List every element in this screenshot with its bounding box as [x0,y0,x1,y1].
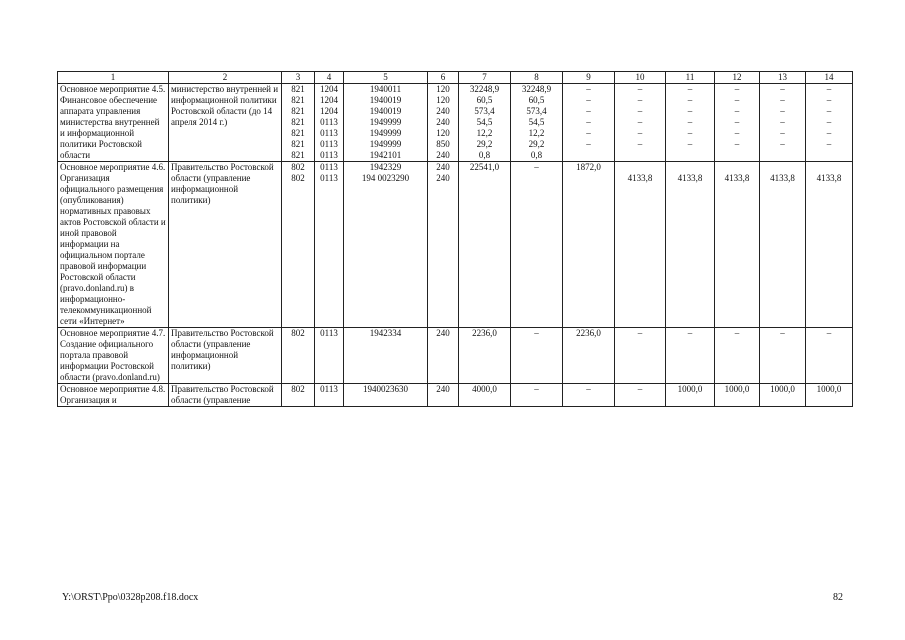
column-header-3: 3 [282,72,315,84]
cell-value: – [687,128,693,138]
value-cell-col-13 [760,84,806,162]
cell-value: 12,2 [476,128,493,138]
cell-value [565,150,612,161]
value-cell-col-5 [344,162,428,328]
value-cell-col-12 [715,328,760,384]
budget-table [57,71,853,407]
cell-value: 194 0023290 [361,173,410,183]
cell-value: 1000,0 [677,384,703,394]
cell-value: 4133,8 [770,173,795,183]
cell-value: – [734,328,740,338]
value-cell-col-6 [428,162,459,328]
cell-value: 850 [436,139,450,149]
value-cell-col-9 [563,162,615,328]
cell-value: 802 [291,384,305,394]
measure-name-cell: Основное мероприятие 4.6. Организация официального размещения (опубликования) нормативных правовых актов Ростовской области и иной правовой информации на официальном портале правовой информации Ростовской области (pravo.donland.ru) в информационно-телекоммуникационной сети «Интернет» [58,162,169,328]
value-cell-col-8 [511,384,563,407]
cell-value: 0113 [320,384,338,394]
cell-value: 1942329 [369,162,402,172]
cell-value: 12,2 [528,128,545,138]
cell-value: 29,2 [528,139,545,149]
cell-value: 1204 [320,95,338,105]
measure-name-cell: Основное мероприятие 4.7. Создание официального портала правовой информации Ростовской области (pravo.donland.ru) [58,328,169,384]
column-header-13: 13 [760,72,806,84]
cell-value: 573,4 [474,106,495,116]
cell-value: 0,8 [478,150,491,160]
cell-value: 1940019 [369,106,402,116]
table-row [58,384,853,407]
cell-value: – [637,106,643,116]
cell-value: 0113 [320,128,338,138]
cell-value: – [780,117,785,127]
value-cell-col-11 [666,384,715,407]
value-cell-col-4 [315,84,344,162]
cell-value: – [687,106,693,116]
cell-value [717,162,757,173]
cell-value: 4133,8 [724,173,750,183]
cell-value: 1940019 [369,95,402,105]
footer-page-number: 82 [833,592,843,603]
cell-value: – [734,84,740,94]
cell-value [808,162,850,173]
executor-cell: Правительство Ростовской области (управление информационной политики) [169,328,282,384]
cell-value: – [534,162,539,172]
cell-value: 120 [436,128,450,138]
cell-value: – [734,128,740,138]
table-header-row [58,72,853,84]
cell-value: 1000,0 [816,384,842,394]
column-header-1: 1 [58,72,169,84]
cell-value: 821 [291,128,305,138]
cell-value: 54,5 [476,117,493,127]
measure-name-cell: Основное мероприятие 4.8. Организация и [58,384,169,407]
column-header-2: 2 [169,72,282,84]
cell-value: 1000,0 [724,384,750,394]
cell-value: – [637,117,643,127]
value-cell-col-13 [760,328,806,384]
cell-value: 240 [436,150,450,160]
cell-value: 1872,0 [576,162,601,172]
cell-value: – [734,106,740,116]
cell-value: 0,8 [530,150,543,160]
cell-value: 32248,9 [521,84,552,94]
cell-value: – [734,139,740,149]
cell-value [513,173,560,184]
cell-value [565,173,612,184]
cell-value: 4133,8 [627,173,653,183]
column-header-12: 12 [715,72,760,84]
cell-value: – [780,328,785,338]
cell-value: – [637,128,643,138]
cell-value [617,162,663,173]
column-header-11: 11 [666,72,715,84]
cell-value: – [687,139,693,149]
column-header-8: 8 [511,72,563,84]
cell-value: 240 [436,173,450,183]
column-header-6: 6 [428,72,459,84]
cell-value: – [687,95,693,105]
value-cell-col-6 [428,384,459,407]
cell-value: 802 [291,162,305,172]
value-cell-col-13 [760,162,806,328]
cell-value: – [687,117,693,127]
cell-value: – [826,128,832,138]
cell-value: – [586,84,591,94]
cell-value: 2236,0 [472,328,497,338]
cell-value: 0113 [320,328,338,338]
value-cell-col-11 [666,162,715,328]
column-header-10: 10 [615,72,666,84]
cell-value: – [826,117,832,127]
value-cell-col-12 [715,162,760,328]
value-cell-col-5 [344,84,428,162]
cell-value: – [687,84,693,94]
cell-value: – [780,106,785,116]
cell-value: – [586,384,591,394]
cell-value: 1949999 [369,139,402,149]
value-cell-col-11 [666,84,715,162]
cell-value: 573,4 [526,106,547,116]
value-cell-col-7 [459,162,511,328]
cell-value: 4000,0 [472,384,497,394]
value-cell-col-14 [806,162,853,328]
cell-value [617,150,663,161]
executor-cell: Правительство Ростовской области (управление информационной политики) [169,162,282,328]
cell-value: 1949999 [369,128,402,138]
cell-value: 120 [436,84,450,94]
cell-value: – [826,95,832,105]
value-cell-col-6 [428,328,459,384]
column-header-14: 14 [806,72,853,84]
value-cell-col-12 [715,84,760,162]
value-cell-col-3 [282,384,315,407]
cell-value: 1000,0 [770,384,795,394]
column-header-9: 9 [563,72,615,84]
cell-value: 60,5 [476,95,493,105]
cell-value: 1942101 [369,150,402,160]
cell-value: – [780,128,785,138]
value-cell-col-10 [615,162,666,328]
cell-value [808,150,850,161]
value-cell-col-7 [459,328,511,384]
cell-value: 0113 [320,117,338,127]
cell-value: 821 [291,84,305,94]
cell-value: 29,2 [476,139,493,149]
cell-value: – [637,139,643,149]
value-cell-col-3 [282,84,315,162]
cell-value: 1949999 [369,117,402,127]
value-cell-col-5 [344,328,428,384]
value-cell-col-5 [344,384,428,407]
cell-value: – [586,106,591,116]
table-row [58,84,853,162]
value-cell-col-4 [315,162,344,328]
cell-value [668,162,712,173]
cell-value: 54,5 [528,117,545,127]
cell-value: 821 [291,117,305,127]
value-cell-col-3 [282,162,315,328]
cell-value: 802 [291,328,305,338]
cell-value [762,150,803,161]
table-row [58,328,853,384]
cell-value: 240 [436,384,450,394]
cell-value: – [586,139,591,149]
cell-value: 4133,8 [677,173,703,183]
value-cell-col-8 [511,84,563,162]
cell-value: – [826,106,832,116]
cell-value: 240 [436,106,450,116]
cell-value: – [826,328,832,338]
value-cell-col-13 [760,384,806,407]
value-cell-col-12 [715,384,760,407]
value-cell-col-9 [563,384,615,407]
cell-value [762,162,803,173]
cell-value: 0113 [320,173,338,183]
cell-value: 1940023630 [363,384,408,394]
cell-value: 240 [436,328,450,338]
column-header-4: 4 [315,72,344,84]
column-header-7: 7 [459,72,511,84]
value-cell-col-9 [563,84,615,162]
cell-value: 240 [436,117,450,127]
value-cell-col-8 [511,328,563,384]
cell-value: 4133,8 [816,173,842,183]
value-cell-col-4 [315,384,344,407]
cell-value: 821 [291,150,305,160]
measure-name-cell: Основное мероприятие 4.5. Финансовое обеспечение аппарата управления министерства внутренней и информационной политики Ростовской области [58,84,169,162]
cell-value: – [637,384,643,394]
value-cell-col-10 [615,384,666,407]
value-cell-col-6 [428,84,459,162]
cell-value: – [687,328,693,338]
cell-value: 60,5 [528,95,545,105]
cell-value: 1204 [320,84,338,94]
value-cell-col-10 [615,84,666,162]
cell-value: – [780,84,785,94]
cell-value: 2236,0 [576,328,601,338]
cell-value: – [534,328,539,338]
cell-value: – [780,139,785,149]
value-cell-col-14 [806,84,853,162]
cell-value [461,173,508,184]
column-header-5: 5 [344,72,428,84]
cell-value: – [637,328,643,338]
cell-value: 821 [291,95,305,105]
cell-value: 821 [291,106,305,116]
executor-cell: Правительство Ростовской области (управление [169,384,282,407]
value-cell-col-8 [511,162,563,328]
value-cell-col-11 [666,328,715,384]
cell-value: 1204 [320,106,338,116]
table-row [58,162,853,328]
value-cell-col-7 [459,384,511,407]
cell-value: – [586,117,591,127]
cell-value: – [637,84,643,94]
value-cell-col-9 [563,328,615,384]
cell-value: 120 [436,95,450,105]
footer-file-path: Y:\ORST\Ppo\0328p208.f18.docx [62,592,199,603]
cell-value: 1942334 [369,328,402,338]
value-cell-col-7 [459,84,511,162]
cell-value: – [734,95,740,105]
cell-value [717,150,757,161]
value-cell-col-14 [806,384,853,407]
cell-value: 0113 [320,162,338,172]
cell-value: – [534,384,539,394]
cell-value: – [586,95,591,105]
cell-value: 821 [291,139,305,149]
executor-cell: министерство внутренней и информационной политики Ростовской области (до 14 апреля 2014 г.) [169,84,282,162]
value-cell-col-4 [315,328,344,384]
cell-value: 240 [436,162,450,172]
cell-value: – [637,95,643,105]
cell-value: 1940011 [369,84,402,94]
cell-value: 32248,9 [469,84,500,94]
cell-value: 802 [291,173,305,183]
cell-value: 0113 [320,150,338,160]
cell-value: – [734,117,740,127]
cell-value: – [586,128,591,138]
value-cell-col-10 [615,328,666,384]
cell-value: – [826,84,832,94]
cell-value [668,150,712,161]
cell-value: – [780,95,785,105]
cell-value: 0113 [320,139,338,149]
cell-value: – [826,139,832,149]
value-cell-col-14 [806,328,853,384]
value-cell-col-3 [282,328,315,384]
cell-value: 22541,0 [469,162,500,172]
